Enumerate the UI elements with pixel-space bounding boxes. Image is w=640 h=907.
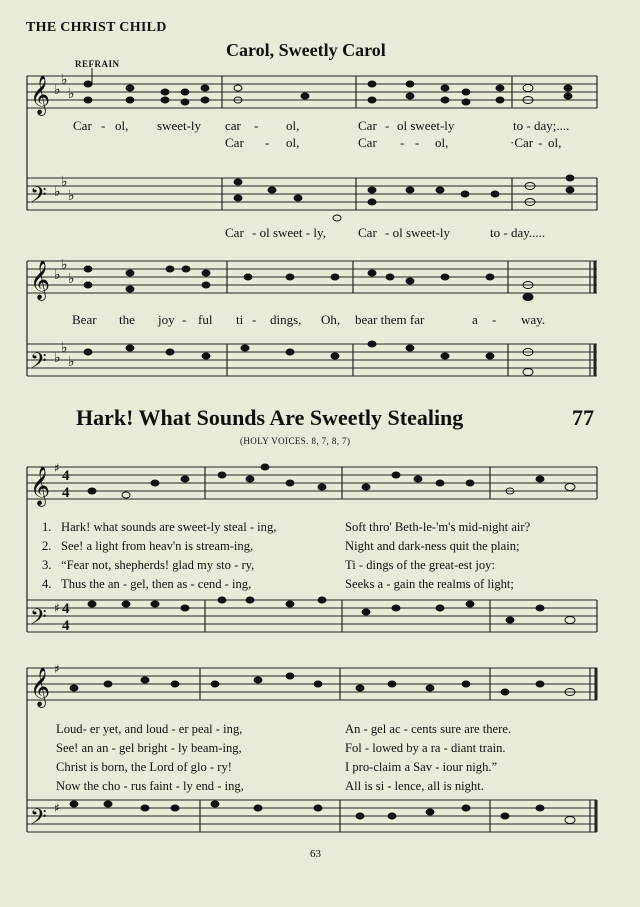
treble-clef-icon: 𝄞: [30, 466, 51, 506]
bass-clef-icon: 𝄢: [30, 349, 47, 379]
notes-carol-treble-1: [84, 68, 572, 105]
svg-text:4: 4: [62, 601, 70, 617]
staff-hymn-bass-2: [27, 800, 597, 832]
bass-clef-icon: 𝄢: [30, 183, 47, 213]
svg-text:4: 4: [62, 468, 70, 484]
treble-clef-icon: 𝄞: [30, 75, 51, 115]
treble-clef-icon: 𝄞: [30, 667, 51, 707]
svg-text:♭: ♭: [68, 86, 75, 102]
tune-name: (HOLY VOICES. 8, 7, 8, 7): [240, 436, 351, 446]
treble-clef-icon: 𝄞: [30, 260, 51, 300]
svg-text:♯: ♯: [54, 601, 60, 615]
svg-text:♭: ♭: [68, 354, 75, 370]
carol-lyrics-upper-2: Car - ol, Car - - ol, ·Car - ol,: [225, 135, 562, 150]
svg-text:♭: ♭: [68, 188, 75, 204]
staff-hymn-bass-1: [27, 600, 597, 632]
svg-text:♭: ♭: [54, 184, 61, 200]
verse-3-line2: Christ is born, the Lord of glo - ry! I pro-claim a Sav - iour nigh.”: [56, 760, 498, 774]
staff-carol-bass-2: [27, 344, 597, 376]
svg-text:♯: ♯: [54, 662, 60, 676]
svg-text:♭: ♭: [54, 82, 61, 98]
section-title: THE CHRIST CHILD: [26, 20, 167, 35]
verse-1-line1: 1. Hark! what sounds are sweet-ly steal - ing, Soft thro' Beth-le-'m's mid-night air?: [42, 520, 531, 534]
verse-4-line1: 4. Thus the an - gel, then as - cend - ing, Seeks a - gain the realms of light;: [42, 577, 514, 591]
svg-text:♭: ♭: [54, 350, 61, 366]
verse-4-line2: Now the cho - rus faint - ly end - ing, All is si - lence, all is night.: [56, 779, 484, 793]
verse-3-line1: 3. “Fear not, shepherds! glad my sto - ry, Ti - dings of the great-est joy:: [42, 558, 495, 572]
svg-text:4: 4: [62, 485, 70, 501]
carol-lyrics-line2: Bear the joy - ful ti - dings, Oh, bear them far a - way.: [72, 312, 546, 327]
carol-lyrics-lower: Car - ol sweet - ly, Car - ol sweet-ly to - day.....: [225, 225, 546, 240]
svg-text:♭: ♭: [68, 271, 75, 287]
svg-text:♭: ♭: [61, 257, 68, 273]
svg-text:♯: ♯: [54, 461, 60, 475]
bass-clef-icon: 𝄢: [30, 805, 47, 835]
staff-carol-treble-2: [27, 261, 597, 293]
refrain-label: REFRAIN: [75, 59, 120, 69]
carol-title: Carol, Sweetly Carol: [226, 40, 386, 60]
notes-carol-bass-1: [234, 175, 574, 221]
bass-clef-icon: 𝄢: [30, 605, 47, 635]
hymn-number: 77: [572, 405, 594, 430]
svg-text:♭: ♭: [61, 340, 68, 356]
svg-text:4: 4: [62, 618, 70, 634]
svg-text:♭: ♭: [54, 267, 61, 283]
svg-text:♭: ♭: [61, 174, 68, 190]
page-number: 63: [310, 848, 321, 860]
svg-text:♭: ♭: [61, 72, 68, 88]
carol-lyrics-upper-1: Car - ol, sweet-ly car - ol, Car - ol sweet-ly to - day;....: [73, 118, 570, 133]
verse-2-line2: See! an an - gel bright - ly beam-ing, Fol - lowed by a ra - diant train.: [56, 741, 506, 755]
verse-2-line1: 2. See! a light from heav'n is stream-ing, Night and dark-ness quit the plain;: [42, 539, 520, 553]
svg-text:♯: ♯: [54, 801, 60, 815]
verse-1-line2: Loud- er yet, and loud - er peal - ing, An - gel ac - cents sure are there.: [56, 722, 512, 736]
hymn-title: Hark! What Sounds Are Sweetly Stealing: [76, 405, 464, 430]
